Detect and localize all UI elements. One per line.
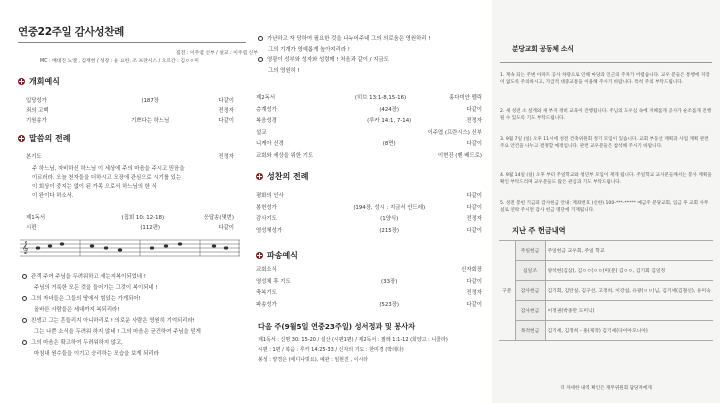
table-row [499,261,713,281]
next-week-line: 제1독서 : 신명 30: 15-20 / 설산 (시편1편) / 제2독서 : 필레 1:1-12 (희양고 : 니콜라) [258,337,448,343]
psalm-verse-text: 마침내 원수들을 이기고 승리하는 모습을 보게 되리라 [34,351,159,357]
section-eucharist-title: 성찬의 전례 [267,172,309,181]
row-detail: (523장) [379,301,400,308]
cross-icon [256,173,263,180]
service-row [26,96,234,104]
page-title: 연중22주일 감사성찬례 [18,26,124,38]
row-label: 감사기도 [256,216,277,222]
service-row [256,300,482,308]
title-divider [18,42,246,43]
row-label: 파송성가 [256,301,277,308]
service-row [256,277,482,285]
row-label: 봉헌성가 [256,204,277,211]
offerings-title: 지난 주 헌금내역 [512,226,566,235]
service-row [256,139,482,147]
row-leader: 전정자 [466,118,482,124]
response-marker-icon [22,274,27,279]
psalm-verse [34,306,119,316]
row-label: 니케아 신경 [256,141,284,147]
service-row [256,151,482,159]
service-row [26,106,234,114]
row-label: 평화의 인사 [256,193,284,199]
psalm-verse-text: 올바른 사람들은 세대까지 복되리라! [34,307,120,313]
row-detail: (194장, 성시 : 지금서 안드레) [353,204,426,211]
row-leader: 다같이 [466,193,482,199]
service-row [256,288,482,296]
table-row [499,281,713,301]
collect-prayer [32,165,244,201]
offerings-footer: 더 자세한 내역 확인은 재무위원회 담당자에게 [560,386,652,391]
row-label: 본기도 [26,154,42,160]
psalm-verse-text: 친생고 그는 흔들리지 아니하리로 ! 의로운 사람은 영원히 기억되리라! [31,318,195,324]
response-marker-icon [22,340,27,345]
cross-icon [256,252,263,259]
section-eucharist [256,171,308,182]
row-leader: 다같이 [218,98,234,104]
row-leader: 다같이 [218,118,234,124]
section-word [18,133,70,144]
music-staff [20,234,240,264]
row-detail: (33장) [381,278,398,285]
row-leader: 다같이 [466,301,482,308]
row-label: 교회와 세상을 위한 기도 [256,152,314,159]
psalm-verse [22,317,195,327]
table-row [499,301,713,321]
row-leader: 신자회장 [461,267,482,273]
psalm-verse-text: 영광이 성부와 성자와 성령께 ! 처음과 같이 / 지금도 [267,57,389,63]
row-detail: (집회 10: 12-18) [121,215,165,221]
row-detail: (187장 [141,98,159,104]
row-detail: (215장) [379,227,400,234]
svg-text:𝄞: 𝄞 [22,241,29,254]
prayer-line: 주 하느님, 자비하신 하느님 이 세상에 주의 마음을 주시고 믿음을 [32,166,185,172]
row-leader: 다같이 [466,204,482,211]
service-row [256,203,482,211]
service-row [26,213,234,221]
section-dismissal [256,250,298,261]
psalm-verse-text: 그의 자녀들은 그들의 땅에서 힘있는 가게되어! [31,296,141,302]
psalm-verse [22,295,141,305]
row-label: 교회소식 [256,267,277,273]
psalm-verse [22,339,123,349]
psalm-verse-text: 관객 주여 주님을 두려워하고 새는지복이되었네 ! [31,274,146,280]
row-detail: (1양식) [380,216,399,222]
offerings-table [499,240,713,341]
psalm-verse [34,350,159,360]
cross-icon [18,135,25,142]
offering-names: 이정권(박종만 도미닉) [545,301,713,321]
row-label: 죄의 고백 [26,108,49,114]
service-row [26,223,234,231]
row-leader: 이현진 (벤 베드로) [437,152,482,159]
row-leader: 다같이 [466,227,482,234]
offering-names: 주일헌금 교우회, 주일 학교 [545,241,713,261]
next-week-title: 다음 주(9월5일 연중23주일) 성서정과 및 봉사자 [258,322,416,331]
row-label: 제1독서 [26,215,46,221]
offering-category: 감사헌금 [515,301,545,321]
psalm-verse-text: 그는 나쁜 소식을 두려워 하지 않네 ! 그의 마음은 굳건하여 주님을 믿게 [34,329,201,335]
table-row [499,321,713,341]
section-dismissal-title: 파송예식 [267,251,298,260]
row-detail [312,265,461,273]
row-label: 제2독서 [256,95,276,101]
row-label: 설교 [256,129,267,136]
service-row [256,128,482,136]
row-detail [312,151,438,159]
offering-names: 양석헌(김삼), 김ㅇㅇ(ㅇㅇ)미(분) 김ㅇㅇ, 김기회 김일정 [545,261,713,281]
notices-title: 분당교회 공동체 소식 [512,45,574,53]
psalm-verse-text: 주님의 거룩한 모든 것을 들어가는 그것이 복이되네 ! [34,285,158,291]
row-leader: 다같이 [466,106,482,113]
notice-item: 5. 성전 봉헌 기금과 감사헌금 안내: 계좌번호 (신한) 100-***-***** 예금주 분당교회, 입금 후 교회 사무실로 연락 주시면 감사 헌금 명단에 기재됩니다. [500,201,709,213]
psalm-verse-text: 그의 기개가 영예롭게 높아지리라 ! [268,46,350,53]
row-label: 영성체성가 [256,227,283,234]
service-row [256,191,482,199]
offering-category: 감사헌금 [515,281,545,301]
service-row [256,214,482,222]
service-row [256,105,482,113]
psalm-verse [268,67,300,77]
row-detail [312,288,466,296]
row-detail: 기쁘다는 하느님 [131,118,170,124]
offering-category: 목적헌금 [515,321,545,341]
row-leader: 전정자 [218,154,234,160]
cross-icon [18,78,25,85]
psalm-verse-text: 그의 마음은 확고하여 두려워하지 않고, [31,340,123,346]
row-leader: 전정자 [218,108,234,114]
section-gathering [18,76,60,87]
psalm-verse [268,46,350,56]
row-leader: 이주엽 (프란시스) 신부 [427,129,482,136]
service-row [256,265,482,273]
psalm-verse [22,273,146,283]
psalm-verse [258,56,389,66]
psalm-verse [34,284,158,294]
psalm-verse [34,328,201,338]
service-row [256,116,482,124]
row-detail: (히브 13:1-8,15-16) [354,95,407,101]
service-row [256,93,482,101]
row-label: 시편 [26,225,37,231]
next-week-line: 봉성 : 양경은 (에디나빗요), 예관 : 임현진 , 이시타 [258,357,369,363]
row-detail: (112편) [140,225,161,231]
service-row [26,152,234,160]
row-leader: 홍다미안 펠릭 [449,95,482,101]
offering-names: 김기세, 김정희 - 홍(제작) 김기세(다이아모니아) [545,321,713,341]
section-word-title: 말씀의 전례 [29,134,71,143]
section-gathering-title: 개회예식 [29,77,60,86]
ministers-line1: 집전 : 이주엽 신부 / 설교 : 이주엽 신부 [176,51,258,56]
row-detail [82,106,218,114]
prayer-line: 이르러라. 오늘 천자들을 더하시고 오장에 관심으로 시기를 있는 [32,175,182,181]
service-row [256,226,482,234]
notice-item: 1. 계속 되는 주변 아파트 공사 차량으로 인해 마당과 인근의 주차가 어렵습니다. 교우 분들은 통행에 지장이 없도록 주의하시고, 가급적 대중교통을 이용해 주시기 바랍니다. 특히 주의 부탁드립니다. [500,73,710,85]
offering-category: 십일조 [515,261,545,281]
notices-divider [500,62,712,63]
table-row [499,241,713,261]
response-marker-icon [258,57,263,62]
row-leader: 다같이 [466,141,482,147]
psalm-verse [258,35,430,45]
ministers-line2: MC : 배대진 노엘 , 김재헌 / 성장 : 윤 요한, 조 프란시스 / 오르간 : 김ㅇㅇ미 [40,59,199,64]
row-leader: 다같이 [466,278,482,285]
response-marker-icon [22,296,27,301]
row-label: 영성체 후 기도 [256,278,291,285]
notice-item: 4. 9월 14일 (일) 오후 부터 주일학교와 청년부 모임이 재개 됩니다. 주일학교 교사분들께서는 봉사 계획을 확인 부탁드리며 교우분들도 많은 관심과 기도 부탁드립니다. [500,173,712,185]
row-label: 축복기도 [256,290,277,296]
row-detail: (8면) [382,141,396,147]
row-leader: 전정자 [466,290,482,296]
row-detail: (루카 14:1, 7-14) [367,118,412,124]
row-label: 입당성가 [26,98,47,104]
row-detail: (424장) [379,106,400,113]
offering-names: 김기회, 김탄실, 김구선, 고정희, 이강섭, 유광(ㅇㅇ)님, 김기세(김철신), 유미숙 [545,281,713,301]
next-week-line: 시편 : 1편 / 복음 : 루카 14:25-33 / 신자의 기도 : 한미경 (박데다) [258,347,404,353]
row-label: 기원송가 [26,118,47,124]
row-label: 층계성가 [256,106,277,113]
row-label: 복음성경 [256,118,277,124]
service-row [26,116,234,124]
row-detail [312,128,428,136]
notice-item: 2. 새 성전 소 설계와 새 부지 정비 교육이 진행됩니다. 주님의 도우심 속에 지혜롭게 공사가 순조롭게 진행될 수 있도록 기도 부탁드립니다. [500,109,712,121]
row-leader: 전정자 [466,216,482,222]
offering-category: 주일헌금 [515,241,545,261]
notice-item: 3. 9월 7일 (일) 오후 11시에 성전 건축위원회 정기 모임이 있습니다. 교회 부동산 계획과 사업 계획 관련 주요 안건을 나누고 결정할 예정입니다. 관련 교우분들은 참석해 주시기 바랍니다. [500,137,709,149]
prayer-line: 이 회상이 중지는 없이 된 가족 으로서 하느님의 한 식 [32,184,157,190]
response-marker-icon [22,318,27,323]
row-leader: 응답송(몇번) [203,215,234,221]
next-week-details [258,335,490,365]
row-leader: 다같이 [218,225,234,231]
row-detail [82,152,218,160]
row-detail [312,191,466,199]
prayer-line: 이 완이다 하소서. [32,193,74,199]
psalm-verse-text: 가난하고 자 당하여 필요한 것을 나누어주네 그의 의로움은 영원하리 ! [267,36,431,42]
response-marker-icon [258,36,263,41]
offerings-side-label: 구분 [499,241,515,341]
psalm-verse-text: 그의 영원히 ! [268,67,300,74]
